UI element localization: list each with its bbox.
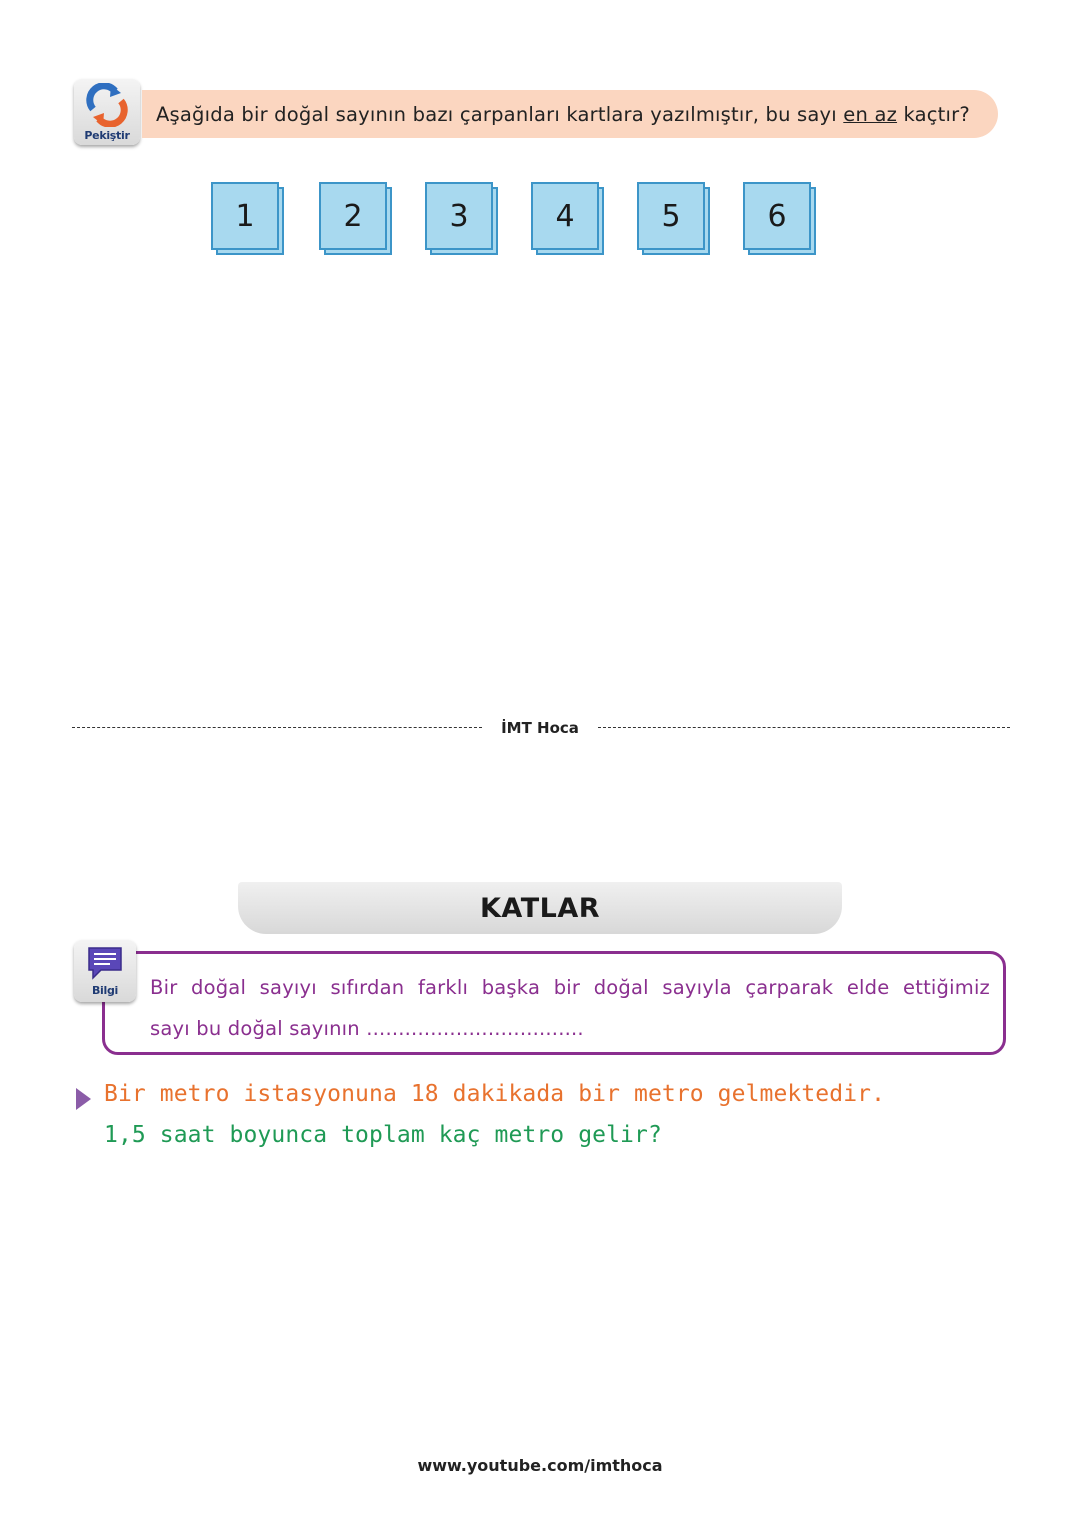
factor-card xyxy=(319,182,393,256)
question-suffix: kaçtır? xyxy=(897,102,970,126)
factor-card xyxy=(531,182,605,256)
problem-line-1: Bir metro istasyonuna 18 dakikada bir metro gelmektedir. xyxy=(104,1081,886,1107)
refresh-arrows-icon xyxy=(85,83,129,127)
divider-left xyxy=(72,727,482,728)
factor-card xyxy=(425,182,499,256)
divider-label: İMT Hoca xyxy=(501,719,579,737)
factor-card-value: 2 xyxy=(319,182,387,250)
section-title: KATLAR xyxy=(479,892,601,924)
factor-card xyxy=(637,182,711,256)
factor-card xyxy=(743,182,817,256)
question-emphasis: en az xyxy=(843,102,898,126)
footer-url: www.youtube.com/imthoca xyxy=(417,1456,663,1475)
factor-card-value: 3 xyxy=(425,182,493,250)
question-prefix: Aşağıda bir doğal sayının bazı çarpanları kartlara yazılmıştır, bu sayı xyxy=(156,102,844,126)
info-line-2: sayı bu doğal sayının .................................. xyxy=(150,1017,584,1040)
pekistir-badge-label: Pekiştir xyxy=(84,129,130,142)
question-bar xyxy=(142,90,998,138)
question-text xyxy=(156,103,970,126)
factor-card-value: 4 xyxy=(531,182,599,250)
section-title-bar xyxy=(238,882,842,934)
info-text xyxy=(150,967,990,1049)
problem-line-2: 1,5 saat boyunca toplam kaç metro gelir? xyxy=(104,1122,662,1148)
factor-card xyxy=(211,182,285,256)
bilgi-badge-label: Bilgi xyxy=(91,984,119,997)
factor-card-value: 6 xyxy=(743,182,811,250)
speech-bubble-icon xyxy=(85,944,125,982)
factor-card-value: 5 xyxy=(637,182,705,250)
bilgi-badge xyxy=(74,940,136,1002)
bullet-triangle-icon xyxy=(76,1088,91,1110)
factor-card-value: 1 xyxy=(211,182,279,250)
divider-right xyxy=(598,727,1010,728)
info-line-1: Bir doğal sayıyı sıfırdan farklı başka bir doğal sayıyla çarparak elde ettiğimiz xyxy=(150,976,990,999)
pekistir-badge xyxy=(74,79,140,145)
